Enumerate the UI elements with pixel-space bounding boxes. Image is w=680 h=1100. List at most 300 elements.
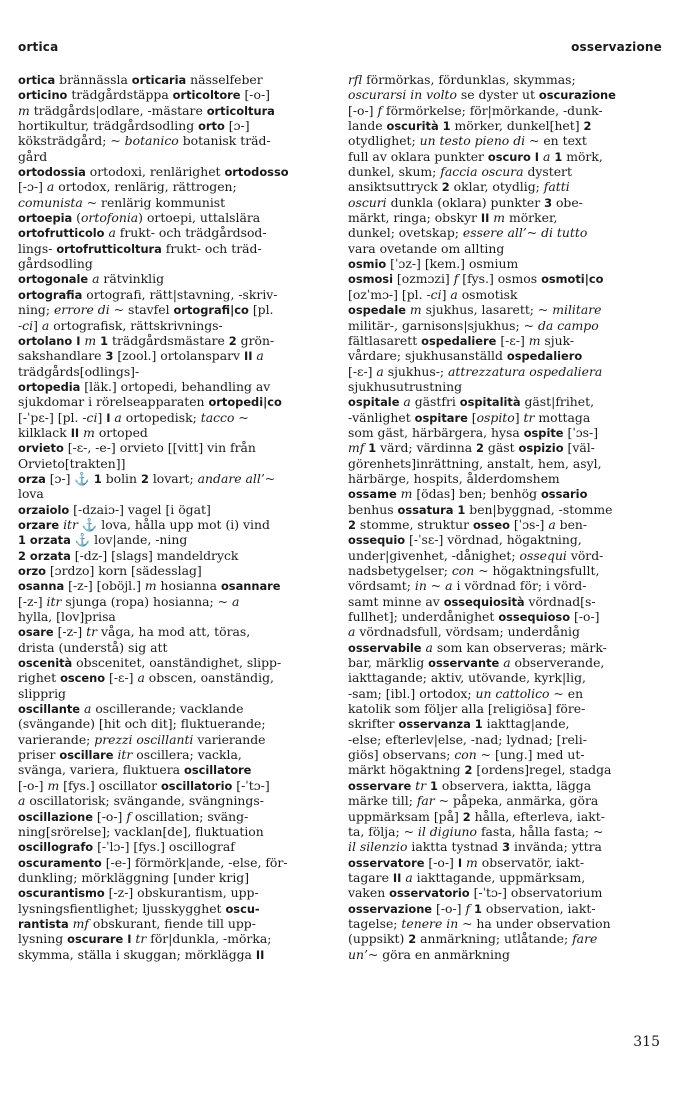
entry-line <box>18 640 320 655</box>
entry-line <box>18 348 320 363</box>
headword: II <box>255 947 265 962</box>
headword: ortografi|co <box>173 303 249 318</box>
entry-line <box>18 103 320 118</box>
italic-text: m <box>84 332 97 348</box>
entry-line <box>348 517 666 532</box>
italic-text: tr <box>135 931 147 947</box>
headword: orticino <box>18 88 68 103</box>
definition-text: drista (understå) sig att <box>18 639 168 655</box>
headword: I <box>76 333 81 348</box>
headword: ortica <box>18 73 56 87</box>
definition-text: ortografisk, rättskrivnings- <box>49 317 223 333</box>
entry-line <box>348 855 666 870</box>
italic-text: a <box>84 701 92 717</box>
definition-text: ben|byggnad, -stomme <box>465 501 613 517</box>
definition-text: [-ˈlɔ-] [fys.] oscillograf <box>93 839 235 855</box>
entry-line <box>348 394 666 409</box>
headword: osseo <box>472 517 510 532</box>
entry-line <box>18 210 320 225</box>
definition-text: ortodox, renlärig, rättrogen; <box>54 179 237 195</box>
definition-text: [ˈɔz-] [kem.] osmium <box>386 256 519 272</box>
definition-text: lings- <box>18 240 57 256</box>
definition-text: skrifter <box>348 716 399 732</box>
entry-line <box>348 670 666 685</box>
entry-line <box>348 747 666 762</box>
headword: osceno <box>60 671 106 686</box>
definition-text: ortografi, rätt|stavning, -skriv- <box>82 286 278 302</box>
definition-text: [-ɔ-] <box>18 179 47 195</box>
definition-text: ( <box>72 210 81 226</box>
entry-line <box>348 149 666 164</box>
entry-line <box>18 609 320 624</box>
headword: ortografia <box>18 287 83 302</box>
headword: 1 <box>474 717 483 732</box>
entry-line <box>18 732 320 747</box>
headword: 2 <box>464 763 473 778</box>
entry-line <box>18 318 320 333</box>
italic-text: prezzi oscillanti <box>94 731 194 747</box>
italic-text: m <box>400 486 413 502</box>
entry-line <box>348 133 666 148</box>
entry-line <box>348 72 666 87</box>
definition-text: priser <box>18 747 60 763</box>
definition-text: ] <box>441 286 451 302</box>
entry-line <box>348 947 666 962</box>
definition-text: [ɔ-] <box>224 118 250 134</box>
definition-text: skymma, ställa i skuggan; mörklägga <box>18 946 256 962</box>
entry-line <box>348 655 666 670</box>
definition-text: iakttag|ande, <box>482 716 570 732</box>
entry-line <box>348 609 666 624</box>
definition-text: ~ en text <box>525 133 587 149</box>
entry-line <box>18 364 320 379</box>
headword: ospite <box>523 425 564 440</box>
definition-text: mörker, <box>505 210 558 226</box>
definition-text: obe- <box>552 194 583 210</box>
definition-text: förmörkelse; för|mörkande, -dunk- <box>382 102 603 118</box>
entry-line <box>348 210 666 225</box>
entry-line <box>348 640 666 655</box>
definition-text: trädgårds|odlare, -mästare <box>29 102 207 118</box>
headword: ospedale <box>348 303 406 318</box>
headword: I <box>457 855 463 870</box>
entry-line <box>348 839 666 854</box>
definition-text: gård <box>18 148 48 164</box>
definition-text: dystert <box>523 164 572 180</box>
definition-text: uppmärksam [på] <box>348 808 463 824</box>
italic-text: errore di <box>53 302 110 318</box>
headword: oscurazione <box>538 88 616 103</box>
definition-text: otydlighet; <box>348 133 420 149</box>
italic-text: m <box>83 424 95 440</box>
definition-text: [ordens]regel, stadga <box>472 762 612 778</box>
entry-line <box>18 747 320 762</box>
entry-line <box>18 302 320 317</box>
entry-line <box>18 532 320 547</box>
definition-text: märke till; <box>348 793 417 809</box>
italic-text: itr <box>46 593 62 609</box>
headword: oscillografo <box>18 840 94 855</box>
definition-text: [ozˈmɔ-] [pl. <box>348 286 427 302</box>
headword: 1 <box>473 901 482 916</box>
definition-text: ning[srörelse]; vacklan[de], fluktuation <box>18 823 264 839</box>
entry-line <box>348 87 666 102</box>
italic-text: fare <box>572 931 598 947</box>
headword: oscillare <box>59 748 114 763</box>
definition-text: botanisk träd- <box>178 133 271 149</box>
definition-text: ortopedisk; <box>121 409 201 425</box>
italic-text: da campo <box>537 317 599 333</box>
headword: osmoti|co <box>541 272 604 287</box>
definition-text: grön- <box>236 332 275 348</box>
headword: ospitalità <box>459 395 521 410</box>
definition-text: [väl- <box>563 440 595 456</box>
italic-text: m <box>18 102 30 118</box>
definition-text: oscillera; vackla, <box>132 747 242 763</box>
entry-line <box>348 179 666 194</box>
definition-text: -else; efterlev|else, -nad; lydnad; [reli- <box>348 731 587 747</box>
definition-text: observerande, <box>510 655 605 671</box>
italic-text: faccia oscura <box>440 164 524 180</box>
definition-text: full av oklara punkter <box>348 148 488 164</box>
headword: orticoltore <box>172 88 241 103</box>
entry-line <box>18 670 320 685</box>
definition-text: samt minne av <box>348 593 444 609</box>
headword: oscurità <box>386 119 439 134</box>
definition-text: [-z-] obskurantism, upp- <box>104 885 259 901</box>
entry-line <box>348 578 666 593</box>
headword: orzare <box>18 517 60 532</box>
headword: oscurare <box>67 932 124 947</box>
entry-line <box>348 225 666 240</box>
italic-text: -ci <box>426 286 442 302</box>
definition-text: hortikultur, trädgårdsodling <box>18 118 199 134</box>
definition-text: observera, iaktta, lägga <box>437 777 592 793</box>
definition-text: hosianna <box>156 578 221 594</box>
entry-line <box>348 195 666 210</box>
definition-text: märkt högaktning <box>348 762 465 778</box>
italic-text: a <box>92 271 100 287</box>
entry-line <box>18 855 320 870</box>
headword: 1 <box>100 333 109 348</box>
entry-line <box>18 778 320 793</box>
definition-text: ] <box>514 409 524 425</box>
headword: ortoepia <box>18 211 73 226</box>
definition-text: hålla, efterleva, iakt- <box>470 808 605 824</box>
definition-text: ~ <box>234 409 249 425</box>
headword: 2 <box>583 119 592 134</box>
italic-text: ospito <box>476 409 515 425</box>
headword: oscuro I <box>487 149 540 164</box>
definition-text: (uppsikt) <box>348 931 409 947</box>
definition-text: [ˈɔs-] <box>563 424 599 440</box>
headword: ossame <box>348 487 397 502</box>
italic-text: il digiuno <box>417 823 477 839</box>
definition-text: mörker, dunkel[het] <box>450 118 584 134</box>
entry-line <box>18 179 320 194</box>
italic-text: militare <box>552 302 602 318</box>
entry-line <box>348 440 666 455</box>
entry-line <box>348 732 666 747</box>
italic-text: a <box>114 409 122 425</box>
entry-line <box>348 302 666 317</box>
headword: 2 <box>228 333 237 348</box>
italic-text: a <box>41 317 50 333</box>
entry-line <box>348 809 666 824</box>
headword: 2 <box>476 441 484 456</box>
headword: osservanza <box>398 717 471 732</box>
entry-line <box>18 87 320 102</box>
entry-line <box>18 594 320 609</box>
definition-text: oscillerande; vacklande <box>91 701 244 717</box>
entry-line <box>18 793 320 808</box>
entry-line <box>348 824 666 839</box>
italic-text: a <box>425 639 433 655</box>
entry-line <box>18 901 320 916</box>
italic-text: a <box>503 655 511 671</box>
definition-text: gårdsodling <box>18 256 93 272</box>
guide-word-first: ortica <box>18 40 59 54</box>
definition-text: under|givenhet, -dånighet; <box>348 547 520 563</box>
definition-text: [-o-] <box>432 900 466 916</box>
definition-text: [ödas] ben; benhög <box>412 486 541 502</box>
entry-line <box>18 425 320 440</box>
italic-text: a <box>403 394 411 410</box>
definition-text: sjukhusutrustning <box>348 378 463 394</box>
definition-text: -sam; [ibl.] ortodox; <box>348 685 476 701</box>
definition-text: förmörkas, fördunklas, skymmas; <box>362 72 576 87</box>
italic-text: a <box>376 363 384 379</box>
italic-text: tacco <box>200 409 235 425</box>
entry-line <box>18 655 320 670</box>
headword: osmio <box>348 257 387 272</box>
italic-text: con <box>451 563 475 578</box>
definition-text: obscenitet, oanständighet, slipp- <box>72 655 282 671</box>
italic-text: tenere in <box>401 915 459 931</box>
definition-text: dunkel; ovetskap; <box>348 225 463 241</box>
definition-text: iaktta tystnad <box>407 839 503 855</box>
definition-text: Orvieto[trakten]] <box>18 455 126 471</box>
headword: osannare <box>220 579 281 594</box>
definition-text: [-e-] förmörk|ande, -else, för- <box>101 854 288 870</box>
headword: ospitare <box>414 410 468 425</box>
italic-text: un testo pieno di <box>419 133 526 149</box>
definition-text: [-ˈtɔ-] observatorium <box>469 885 603 901</box>
entry-line <box>348 931 666 946</box>
entry-line <box>18 839 320 854</box>
entry-line <box>18 456 320 471</box>
definition-text: köksträdgård; ~ <box>18 133 125 149</box>
italic-text: andare all’ <box>197 470 265 486</box>
headword: ortofrutticolo <box>18 226 105 241</box>
definition-text: [-ˈpɛ-] [pl. <box>18 409 83 425</box>
headword: ospizio <box>518 441 564 456</box>
italic-text: a <box>232 593 240 609</box>
entry-line <box>348 701 666 716</box>
entry-line <box>348 916 666 931</box>
definition-text: ~ göra en anmärkning <box>367 946 510 962</box>
definition-text: [fys.] osmos <box>458 271 542 287</box>
headword: ospitale <box>348 395 400 410</box>
entry-line <box>348 548 666 563</box>
headword: oscu- <box>225 901 260 916</box>
italic-text: oscuri <box>348 194 387 210</box>
definition-text: ortoped <box>94 424 148 440</box>
italic-text: f <box>465 900 471 916</box>
definition-text: [-o-] <box>348 102 378 118</box>
definition-text: ning; <box>18 302 54 318</box>
italic-text: in <box>414 578 427 594</box>
definition-text: ] <box>97 409 107 425</box>
entry-line <box>18 517 320 532</box>
entry-line <box>348 118 666 133</box>
italic-text: -ci <box>82 409 98 425</box>
italic-text: tr <box>415 777 427 793</box>
definition-text: rätvinklig <box>99 271 165 287</box>
italic-text: ortofonia <box>80 210 139 226</box>
definition-text: ansiktsuttryck <box>348 179 442 195</box>
headword: 1 <box>442 119 451 134</box>
headword: ortodosso <box>224 165 289 180</box>
definition-text: (svängande) [hit och dit]; fluktuerande; <box>18 716 266 732</box>
definition-text: värd; värdinna <box>376 440 477 456</box>
entry-line <box>18 256 320 271</box>
definition-text: iakttagande, uppmärksam, <box>412 869 586 885</box>
headword: oscillatore <box>184 763 252 778</box>
italic-text: a <box>256 348 264 364</box>
entry-line <box>348 793 666 808</box>
entry-line <box>18 502 320 517</box>
headword: orzaiolo <box>18 502 70 517</box>
definition-text: görenhets]inrättning, anstalt, hem, asyl, <box>348 455 602 471</box>
definition-text: ⚓ lova, hålla upp mot (i) vind <box>77 516 270 532</box>
headword: II <box>243 349 253 364</box>
definition-text: [-z-] <box>18 593 47 609</box>
page-number: 315 <box>633 1034 660 1050</box>
definition-text: vördnadsfull, vördsam; underdånig <box>355 624 580 640</box>
italic-text: tr <box>523 409 535 425</box>
headword: I <box>106 410 111 425</box>
entry-line <box>18 824 320 839</box>
definition-text: trädgårdstäppa <box>67 87 173 103</box>
entry-line <box>18 410 320 425</box>
entry-line <box>18 241 320 256</box>
italic-text: m <box>466 854 478 870</box>
entry-line <box>348 410 666 425</box>
definition-text: sakshandlare <box>18 348 106 364</box>
italic-text: con <box>454 747 477 763</box>
italic-text: oscurarsi in volto <box>348 87 457 103</box>
definition-text: vaken <box>348 885 390 901</box>
definition-text: i vördnad för; i vörd- <box>452 578 587 594</box>
headword: oscillazione <box>18 809 93 824</box>
italic-text: m <box>528 332 541 348</box>
headword: osservatore <box>348 855 425 870</box>
headword: ortolano <box>18 333 73 348</box>
definition-text: [-dz-] [slags] mandeldryck <box>70 547 239 563</box>
definition-text: observatör, iakt- <box>477 854 585 870</box>
definition-text: osmotisk <box>457 286 518 302</box>
definition-text: dunkla (oklara) punkter <box>386 194 545 210</box>
headword: 2 <box>348 517 356 532</box>
definition-text: för|dunkla, -mörka; <box>146 931 272 947</box>
italic-text: a <box>445 578 453 594</box>
definition-text: [-z-] <box>53 624 87 640</box>
definition-text: iakttagande; aktiv, utövande, kyrk|lig, <box>348 670 586 686</box>
italic-text: m <box>144 578 157 594</box>
italic-text: itr <box>117 747 133 763</box>
definition-text: sjunga (ropa) hosianna; ~ <box>61 593 232 609</box>
headword: II <box>480 211 490 226</box>
italic-text: il silenzio <box>348 839 408 855</box>
italic-text: a <box>348 624 356 640</box>
entry-line <box>348 164 666 179</box>
definition-text: [ <box>467 409 477 425</box>
headword: ortodossia <box>18 165 86 180</box>
definition-text: ~ <box>264 470 276 486</box>
entry-line <box>348 425 666 440</box>
definition-text: observation, iakt- <box>481 900 596 916</box>
definition-text: ~ en <box>549 685 584 701</box>
italic-text: m <box>47 777 60 793</box>
entry-line <box>348 271 666 286</box>
definition-text: mörk, <box>562 148 603 164</box>
entry-line <box>18 563 320 578</box>
entry-line <box>348 456 666 471</box>
definition-text: ~ [ung.] med ut- <box>476 747 585 763</box>
headword: ortopedi|co <box>208 395 282 410</box>
entry-line <box>348 885 666 900</box>
entry-line <box>18 931 320 946</box>
entry-line <box>18 333 320 348</box>
definition-text: frukt- och träd- <box>161 240 262 256</box>
headword: osservabile <box>348 640 422 655</box>
entry-line <box>348 379 666 394</box>
definition-text: se dyster ut <box>456 87 539 103</box>
definition-text: [-z-] [oböjl.] <box>64 578 145 594</box>
definition-text: ~ ha under observation <box>458 915 611 931</box>
definition-text: [-o-] <box>570 609 600 625</box>
definition-text: [-ɛ-] <box>496 332 529 348</box>
definition-text: bolin <box>101 470 141 486</box>
definition-text: fältlasarett <box>348 332 422 348</box>
definition-text: [-ˈsɛ-] vördnad, högaktning, <box>405 532 582 548</box>
headword: oscenità <box>18 656 73 671</box>
italic-text: rfl <box>348 72 363 87</box>
definition-text: [ɔ-] ⚓ <box>45 470 94 486</box>
headword: II <box>392 870 402 885</box>
italic-text: comunista <box>18 194 83 210</box>
definition-text: [läk.] ortopedi, behandling av <box>80 378 271 394</box>
entry-line <box>18 762 320 777</box>
entry-line <box>18 195 320 210</box>
guide-word-last: osservazione <box>571 40 662 54</box>
italic-text: a <box>405 869 413 885</box>
definition-text: svänga, variera, fluktuera <box>18 762 185 778</box>
definition-text: gästfri <box>410 394 460 410</box>
entry-line <box>348 348 666 363</box>
italic-text: tr <box>86 624 97 640</box>
italic-text: f <box>377 102 383 118</box>
headword: 3 <box>544 195 552 210</box>
definition-text: giös] observans; <box>348 747 455 763</box>
entry-line <box>18 394 320 409</box>
definition-text: gäst|frihet, <box>520 394 595 410</box>
definition-text: ta, följa; ~ <box>348 823 418 839</box>
entry-line <box>348 716 666 731</box>
definition-text: härbärge, hospits, ålderdomshem <box>348 470 560 486</box>
headword: osare <box>18 625 54 640</box>
